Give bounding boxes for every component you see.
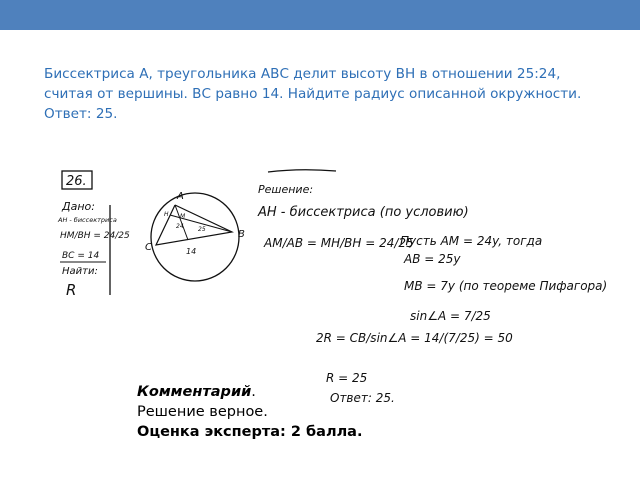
solution-formula: 2R = CB/sin∠A = 14/(7/25) = 50 bbox=[316, 331, 513, 345]
task-number: 26. bbox=[66, 174, 87, 189]
solution-result: R = 25 bbox=[326, 371, 368, 385]
solution-answer: Ответ: 25. bbox=[330, 391, 395, 405]
comment-text: Решение верное. bbox=[137, 404, 268, 420]
solution-ab: AB = 25y bbox=[404, 252, 461, 266]
solution-let: Пусть AM = 24y, тогда bbox=[400, 234, 543, 248]
expert-grade: Оценка эксперта: 2 балла. bbox=[137, 424, 363, 440]
find-title: Найти: bbox=[62, 266, 98, 277]
solution-sin: sin∠A = 7/25 bbox=[410, 309, 491, 323]
expert-comment: Комментарий. Решение верное. Оценка эксперта: 2 балла. bbox=[137, 382, 457, 442]
solution-ratio: AM/AB = MH/BH = 24/25 bbox=[264, 236, 414, 250]
find-item: R bbox=[66, 281, 77, 299]
solution-title: Решение: bbox=[258, 183, 314, 196]
given-title: Дано: bbox=[62, 200, 95, 213]
solution-step-1: AH - биссектриса (по условию) bbox=[258, 205, 469, 220]
svg-text:25: 25 bbox=[198, 226, 206, 233]
svg-text:24: 24 bbox=[176, 223, 184, 230]
given-item-2: HM/BH = 24/25 bbox=[60, 231, 130, 241]
svg-text:H: H bbox=[164, 211, 169, 218]
svg-text:B: B bbox=[238, 229, 245, 240]
svg-text:A: A bbox=[177, 191, 184, 202]
given-item-1: AH - биссектриса bbox=[58, 216, 117, 224]
problem-line-2: считая от вершины. ВС равно 14. Найдите радиус описанной окружности. bbox=[44, 86, 582, 102]
comment-title: Комментарий bbox=[137, 384, 252, 400]
problem-answer: Ответ: 25. bbox=[44, 106, 118, 122]
given-item-3: BC = 14 bbox=[62, 251, 100, 261]
svg-text:M: M bbox=[180, 213, 186, 220]
svg-text:14: 14 bbox=[186, 247, 197, 256]
geometry-figure bbox=[145, 191, 245, 281]
solution-mb: MB = 7y (по теореме Пифагора) bbox=[404, 279, 608, 293]
svg-text:C: C bbox=[145, 242, 152, 253]
problem-line-1: Биссектриса А, треугольника АВС делит высоту ВН в отношении 25:24, bbox=[44, 66, 561, 82]
